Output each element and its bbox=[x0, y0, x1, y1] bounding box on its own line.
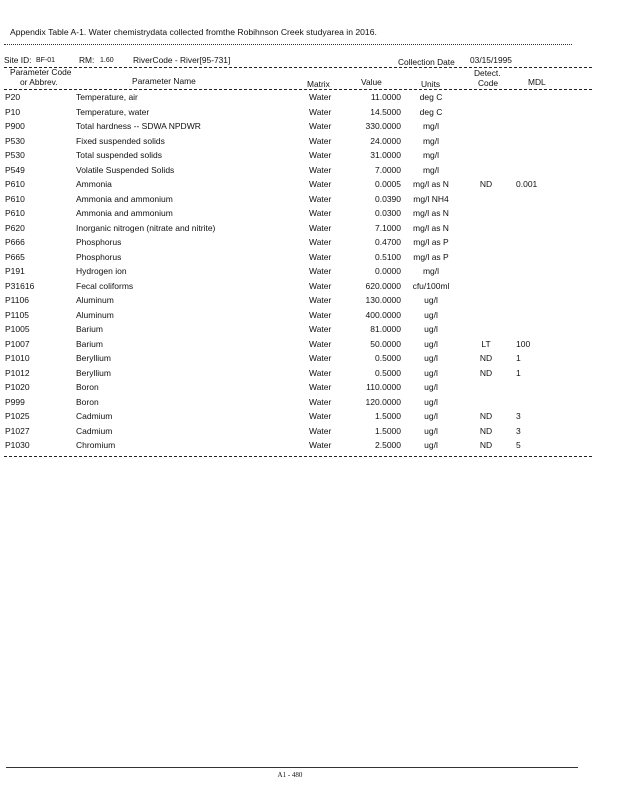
cell-value: 620.0000 bbox=[365, 280, 401, 291]
cell-parameter-code: P10 bbox=[5, 106, 21, 117]
cell-matrix: Water bbox=[309, 425, 332, 436]
cell-units: ug/l bbox=[424, 367, 438, 378]
cell-units: ug/l bbox=[424, 353, 438, 363]
cell-parameter-code: P1005 bbox=[5, 324, 30, 334]
cell-value: 120.0000 bbox=[365, 396, 401, 407]
cell-units: ug/l bbox=[424, 338, 438, 349]
cell-value: 0.0005 bbox=[375, 179, 401, 189]
cell-parameter-code: P1025 bbox=[5, 411, 30, 421]
cell-value: 400.0000 bbox=[365, 309, 401, 320]
collection-date-value: 03/15/1995 bbox=[470, 55, 512, 65]
cell-value: 14.5000 bbox=[370, 106, 401, 117]
cell-value: 0.4700 bbox=[375, 237, 401, 247]
table-row bbox=[0, 368, 618, 383]
table-row bbox=[0, 324, 618, 339]
table-row bbox=[0, 92, 618, 107]
title-divider bbox=[4, 44, 572, 45]
cell-parameter-code: P665 bbox=[5, 251, 25, 262]
cell-parameter-code: P1027 bbox=[5, 425, 30, 436]
header-parameter-code: Parameter Code bbox=[10, 67, 72, 77]
cell-mdl: 3 bbox=[516, 411, 521, 421]
cell-parameter-name: Hydrogen ion bbox=[76, 266, 127, 276]
cell-parameter-name: Phosphorus bbox=[76, 251, 122, 262]
cell-value: 0.0000 bbox=[375, 266, 401, 276]
cell-parameter-name: Boron bbox=[76, 396, 99, 407]
cell-units: mg/l bbox=[422, 164, 440, 175]
table-row bbox=[0, 281, 618, 296]
cell-value: 330.0000 bbox=[365, 121, 401, 131]
cell-units: ug/l bbox=[424, 425, 438, 436]
cell-units: mg/l as N bbox=[413, 179, 449, 189]
cell-matrix: Water bbox=[309, 106, 332, 117]
cell-parameter-code: P900 bbox=[5, 121, 25, 131]
cell-parameter-name: Ammonia and ammonium bbox=[76, 208, 173, 218]
cell-matrix: Water bbox=[309, 280, 332, 291]
cell-parameter-name: Fixed suspended solids bbox=[76, 135, 165, 146]
cell-value: 2.5000 bbox=[375, 440, 401, 450]
page-number: A1 - 480 bbox=[277, 771, 303, 779]
cell-parameter-code: P1030 bbox=[5, 440, 30, 450]
cell-parameter-code: P549 bbox=[5, 164, 25, 175]
cell-parameter-code: P1010 bbox=[5, 353, 30, 363]
table-row bbox=[0, 382, 618, 397]
cell-value: 31.0000 bbox=[370, 150, 401, 160]
table-row bbox=[0, 194, 618, 209]
cell-parameter-name: Beryllium bbox=[76, 353, 111, 363]
cell-parameter-name: Fecal coliforms bbox=[76, 280, 134, 291]
cell-units: ug/l bbox=[424, 309, 438, 320]
header-detect: Detect. bbox=[474, 68, 501, 78]
cell-units: mg/l NH4 bbox=[413, 193, 449, 204]
cell-value: 0.5000 bbox=[375, 353, 401, 363]
header-bottom-rule bbox=[4, 89, 592, 90]
header-mdl: MDL bbox=[528, 77, 546, 87]
header-value: Value bbox=[361, 77, 382, 87]
header-units: Units bbox=[421, 79, 441, 89]
cell-matrix: Water bbox=[309, 164, 332, 175]
table-title: Appendix Table A-1. Water chemistrydata collected fromthe Robihnson Creek studyarea in 2016. bbox=[10, 27, 377, 37]
table-row bbox=[0, 107, 618, 122]
header-matrix: Matrix bbox=[307, 79, 330, 89]
cell-parameter-code: P610 bbox=[5, 179, 25, 189]
cell-matrix: Water bbox=[309, 324, 332, 334]
collection-date-label: Collection Date bbox=[398, 57, 455, 67]
cell-value: 11.0000 bbox=[370, 92, 401, 102]
cell-matrix: Water bbox=[309, 237, 332, 247]
table-row bbox=[0, 440, 618, 455]
cell-value: 7.0000 bbox=[375, 164, 401, 175]
table-row bbox=[0, 426, 618, 441]
cell-detect-code: LT bbox=[481, 338, 491, 349]
cell-value: 110.0000 bbox=[366, 382, 401, 392]
cell-units: mg/l as N bbox=[413, 208, 449, 218]
cell-value: 1.5000 bbox=[375, 411, 401, 421]
cell-mdl: 100 bbox=[516, 338, 531, 349]
cell-parameter-code: P530 bbox=[5, 150, 25, 160]
cell-detect-code: ND bbox=[479, 179, 493, 189]
cell-parameter-code: P1105 bbox=[5, 309, 29, 320]
cell-units: ug/l bbox=[424, 396, 438, 407]
cell-mdl: 3 bbox=[516, 425, 521, 436]
cell-matrix: Water bbox=[309, 150, 332, 160]
cell-parameter-code: P1020 bbox=[5, 382, 30, 392]
cell-mdl: 1 bbox=[516, 367, 521, 378]
cell-detect-code: ND bbox=[479, 367, 493, 378]
table-row bbox=[0, 121, 618, 136]
cell-parameter-code: P191 bbox=[5, 266, 25, 276]
footer-rule bbox=[6, 767, 578, 768]
cell-matrix: Water bbox=[309, 309, 332, 320]
table-row bbox=[0, 397, 618, 412]
cell-value: 0.5100 bbox=[375, 251, 401, 262]
table-row bbox=[0, 150, 618, 165]
site-id-label: Site ID: bbox=[4, 55, 32, 65]
cell-matrix: Water bbox=[309, 121, 332, 131]
rm-value: 1.60 bbox=[100, 57, 114, 64]
cell-value: 0.0390 bbox=[375, 193, 401, 204]
cell-units: mg/l bbox=[422, 266, 440, 276]
cell-units: mg/l bbox=[422, 121, 440, 131]
table-row bbox=[0, 165, 618, 180]
cell-value: 7.1000 bbox=[375, 222, 401, 233]
table-row bbox=[0, 266, 618, 281]
cell-units: cfu/100ml bbox=[412, 280, 450, 291]
cell-parameter-code: P999 bbox=[5, 396, 25, 407]
cell-units: mg/l bbox=[422, 135, 440, 146]
header-parameter-name: Parameter Name bbox=[132, 76, 196, 86]
cell-parameter-name: Total suspended solids bbox=[76, 150, 163, 160]
table-row bbox=[0, 353, 618, 368]
cell-parameter-code: P20 bbox=[5, 92, 21, 102]
cell-matrix: Water bbox=[309, 208, 332, 218]
table-row bbox=[0, 208, 618, 223]
cell-matrix: Water bbox=[309, 193, 332, 204]
cell-mdl: 0.001 bbox=[516, 179, 538, 189]
cell-value: 130.0000 bbox=[365, 295, 401, 305]
rm-label: RM: bbox=[79, 55, 95, 65]
cell-matrix: Water bbox=[309, 135, 332, 146]
cell-matrix: Water bbox=[309, 92, 332, 102]
header-detect-code: Code bbox=[478, 78, 499, 88]
cell-units: mg/l bbox=[422, 150, 440, 160]
cell-matrix: Water bbox=[309, 382, 332, 392]
table-end-rule bbox=[4, 456, 592, 457]
cell-units: ug/l bbox=[424, 440, 438, 450]
cell-parameter-name: Inorganic nitrogen (nitrate and nitrite) bbox=[76, 222, 216, 233]
cell-units: ug/l bbox=[424, 324, 438, 334]
table-row bbox=[0, 237, 618, 252]
cell-detect-code: ND bbox=[479, 425, 493, 436]
table-row bbox=[0, 310, 618, 325]
table-row bbox=[0, 411, 618, 426]
cell-matrix: Water bbox=[309, 222, 332, 233]
cell-parameter-name: Ammonia and ammonium bbox=[76, 193, 173, 204]
table-row bbox=[0, 295, 618, 310]
cell-units: ug/l bbox=[424, 411, 438, 421]
table-row bbox=[0, 252, 618, 267]
cell-parameter-name: Temperature, air bbox=[76, 92, 138, 102]
cell-parameter-code: P530 bbox=[5, 135, 25, 146]
cell-parameter-name: Ammonia bbox=[76, 179, 112, 189]
cell-units: deg C bbox=[419, 92, 443, 102]
cell-parameter-name: Aluminum bbox=[76, 295, 114, 305]
cell-parameter-name: Chromium bbox=[76, 440, 116, 450]
cell-parameter-name: Barium bbox=[76, 324, 103, 334]
cell-parameter-code: P666 bbox=[5, 237, 25, 247]
site-id-value: BF-01 bbox=[36, 57, 56, 64]
cell-matrix: Water bbox=[309, 396, 332, 407]
cell-mdl: 5 bbox=[516, 440, 521, 450]
header-top-rule bbox=[4, 67, 592, 68]
cell-parameter-code: P31616 bbox=[5, 280, 35, 291]
cell-parameter-code: P1106 bbox=[5, 295, 29, 305]
cell-units: ug/l bbox=[424, 382, 438, 392]
cell-parameter-name: Aluminum bbox=[76, 309, 114, 320]
cell-units: mg/l as P bbox=[413, 251, 449, 262]
cell-matrix: Water bbox=[309, 367, 332, 378]
cell-value: 0.0300 bbox=[375, 208, 401, 218]
table-row bbox=[0, 179, 618, 194]
cell-parameter-code: P1007 bbox=[5, 338, 30, 349]
cell-parameter-name: Temperature, water bbox=[76, 106, 150, 117]
cell-parameter-code: P610 bbox=[5, 193, 25, 204]
cell-parameter-name: Barium bbox=[76, 338, 103, 349]
cell-units: mg/l as N bbox=[413, 222, 449, 233]
cell-parameter-code: P620 bbox=[5, 222, 25, 233]
cell-matrix: Water bbox=[309, 266, 332, 276]
cell-value: 81.0000 bbox=[370, 324, 401, 334]
cell-detect-code: ND bbox=[479, 353, 493, 363]
cell-units: ug/l bbox=[424, 295, 438, 305]
cell-parameter-name: Beryllium bbox=[76, 367, 111, 378]
cell-parameter-name: Volatile Suspended Solids bbox=[76, 164, 175, 175]
cell-parameter-name: Cadmium bbox=[76, 411, 113, 421]
cell-parameter-code: P610 bbox=[5, 208, 25, 218]
river-code: RiverCode - River[95-731] bbox=[133, 55, 231, 65]
cell-value: 24.0000 bbox=[370, 135, 401, 146]
cell-detect-code: ND bbox=[479, 440, 493, 450]
cell-matrix: Water bbox=[309, 338, 332, 349]
cell-parameter-name: Phosphorus bbox=[76, 237, 122, 247]
cell-parameter-name: Total hardness -- SDWA NPDWR bbox=[76, 121, 201, 131]
cell-detect-code: ND bbox=[479, 411, 493, 421]
cell-matrix: Water bbox=[309, 295, 332, 305]
cell-units: mg/l as P bbox=[413, 237, 449, 247]
cell-parameter-name: Cadmium bbox=[76, 425, 113, 436]
cell-value: 0.5000 bbox=[375, 367, 401, 378]
cell-units: deg C bbox=[419, 106, 443, 117]
table-row bbox=[0, 339, 618, 354]
table-row bbox=[0, 136, 618, 151]
cell-matrix: Water bbox=[309, 251, 332, 262]
cell-parameter-code: P1012 bbox=[5, 367, 30, 378]
cell-parameter-name: Boron bbox=[76, 382, 99, 392]
cell-value: 1.5000 bbox=[375, 425, 401, 436]
cell-matrix: Water bbox=[309, 411, 332, 421]
cell-mdl: 1 bbox=[516, 353, 521, 363]
header-abbrev: or Abbrev. bbox=[20, 77, 58, 87]
cell-matrix: Water bbox=[309, 179, 332, 189]
table-row bbox=[0, 223, 618, 238]
cell-matrix: Water bbox=[309, 440, 332, 450]
cell-matrix: Water bbox=[309, 353, 332, 363]
cell-value: 50.0000 bbox=[370, 338, 401, 349]
